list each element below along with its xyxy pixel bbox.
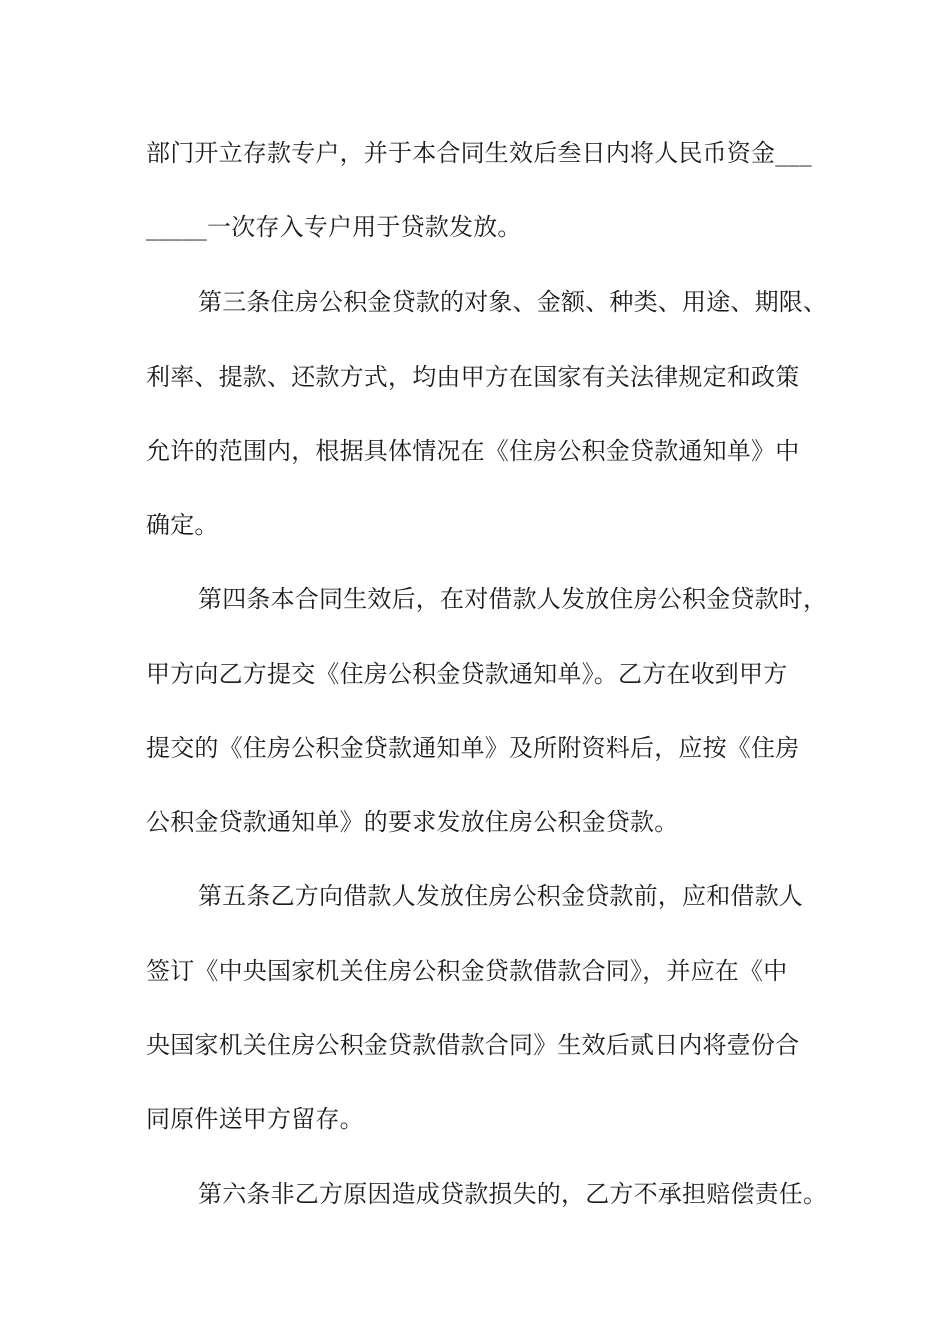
paragraph-line: 提交的《住房公积金贷款通知单》及所附资料后，应按《住房	[146, 734, 800, 762]
article-4-line: 第四条本合同生效后，在对借款人发放住房公积金贷款时，	[198, 585, 828, 613]
article-5-line: 第五条乙方向借款人发放住房公积金贷款前，应和借款人	[198, 882, 803, 910]
paragraph-line: 同原件送甲方留存。	[146, 1105, 364, 1133]
paragraph-line: _____一次存入专户用于贷款发放。	[146, 213, 522, 241]
paragraph-line: 部门开立存款专户，并于本合同生效后叁日内将人民币资金___	[146, 139, 812, 167]
paragraph-line: 甲方向乙方提交《住房公积金贷款通知单》。乙方在收到甲方	[146, 660, 788, 688]
article-3-line: 第三条住房公积金贷款的对象、金额、种类、用途、期限、	[198, 288, 828, 316]
paragraph-line: 利率、提款、还款方式，均由甲方在国家有关法律规定和政策	[146, 363, 800, 391]
paragraph-line: 签订《中央国家机关住房公积金贷款借款合同》，并应在《中	[146, 957, 788, 985]
paragraph-line: 央国家机关住房公积金贷款借款合同》生效后贰日内将壹份合	[146, 1031, 800, 1059]
paragraph-line: 公积金贷款通知单》的要求发放住房公积金贷款。	[146, 808, 679, 836]
paragraph-line: 确定。	[146, 511, 219, 539]
article-6-line: 第六条非乙方原因造成贷款损失的，乙方不承担赔偿责任。	[198, 1180, 828, 1208]
paragraph-line: 允许的范围内，根据具体情况在《住房公积金贷款通知单》中	[146, 437, 800, 465]
